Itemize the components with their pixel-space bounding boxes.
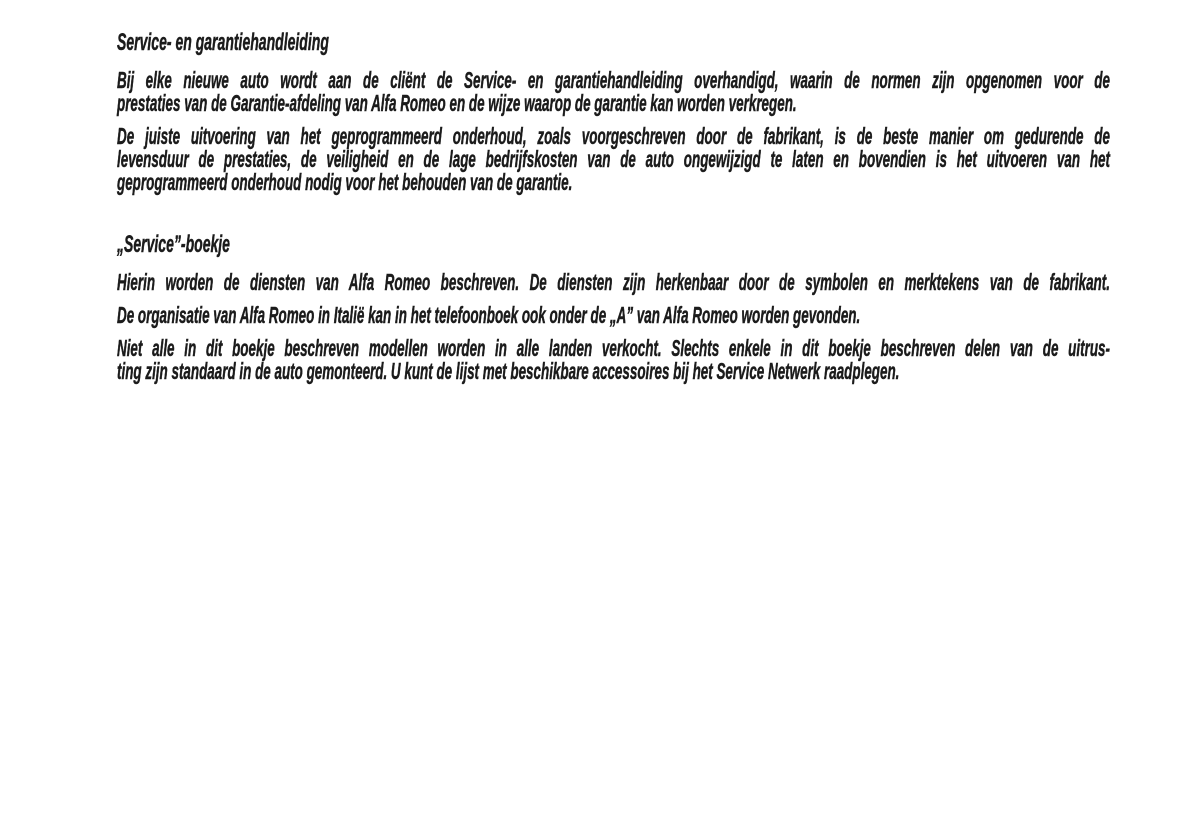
text-line: Niet alle in dit boekje beschreven modellen worden in alle landen verkocht. Slechts enkele in dit boekje beschreven delen van de uitrus- bbox=[117, 335, 1110, 361]
text-line: ting zijn standaard in de auto gemonteerd. U kunt de lijst met beschikbare accessoires bij het Service Netwerk raadplegen. bbox=[117, 358, 900, 384]
text-line: De organisatie van Alfa Romeo in Italië kan in het telefoonboek ook onder de „A” van Alfa Romeo worden gevonden. bbox=[117, 302, 861, 328]
paragraph-geprogrammeerd-onderhoud bbox=[117, 125, 1110, 194]
paragraph-organisatie-italie bbox=[117, 304, 1110, 327]
paragraph-garantiehandleiding-uitreiking bbox=[117, 69, 1110, 115]
heading-service-en-garantiehandleiding: Service- en garantiehandleiding bbox=[117, 29, 329, 56]
text-line: levensduur de prestaties, de veiligheid en de lage bedrijfskosten van de auto ongewijzigd te laten en bovendien is het uitvoeren van het bbox=[117, 146, 1110, 172]
document-content bbox=[117, 30, 1110, 393]
text-line: geprogrammeerd onderhoud nodig voor het behouden van de garantie. bbox=[117, 169, 573, 195]
heading-service-boekje: „Service”-boekje bbox=[117, 231, 230, 258]
text-line: Bij elke nieuwe auto wordt aan de cliënt de Service- en garantiehandleiding overhandigd, waarin de normen zijn opgenomen voor de bbox=[117, 67, 1110, 93]
paragraph-diensten-beschreven bbox=[117, 271, 1110, 294]
text-line: Hierin worden de diensten van Alfa Romeo beschreven. De diensten zijn herkenbaar door de symbolen en merktekens van de fabrikant. bbox=[117, 269, 1110, 295]
text-line: prestaties van de Garantie-afdeling van Alfa Romeo en de wijze waarop de garantie kan worden verkregen. bbox=[117, 90, 797, 116]
paragraph-modellen-uitrusting bbox=[117, 337, 1110, 383]
text-line: De juiste uitvoering van het geprogrammeerd onderhoud, zoals voorgeschreven door de fabrikant, is de beste manier om gedurende de bbox=[117, 123, 1110, 149]
